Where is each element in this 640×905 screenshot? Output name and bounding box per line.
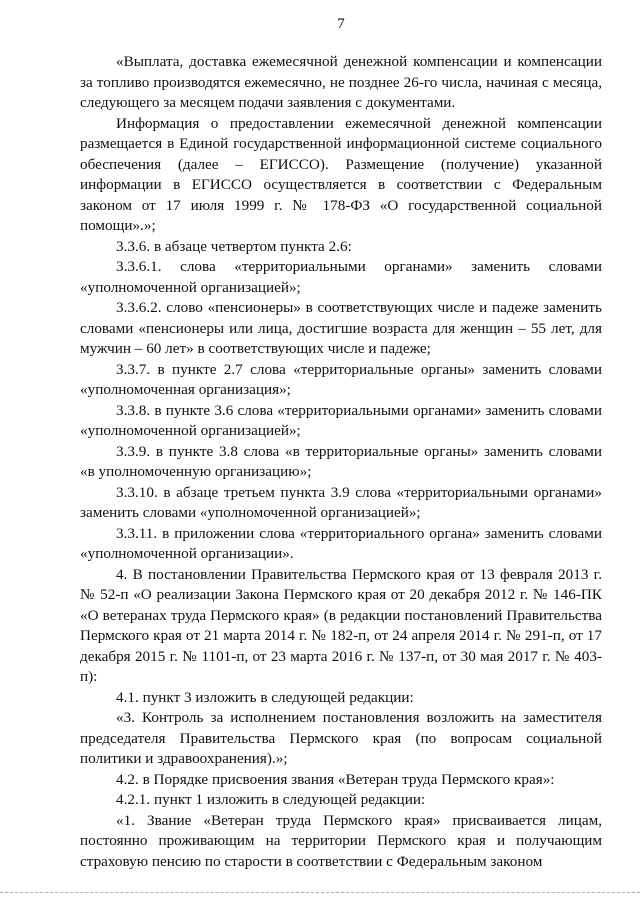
paragraph-13: «3. Контроль за исполнением постановления возложить на заместителя председателя Правительства Пермского края (по вопросам социальной политики и здравоохранения).»; [80, 709, 602, 767]
paragraph-15: 4.2.1. пункт 1 изложить в следующей редакции: [116, 791, 426, 808]
paragraph-12: 4.1. пункт 3 изложить в следующей редакции: [116, 688, 414, 706]
paragraph-10: 3.3.11. в приложении слова «территориального органа» заменить словами «уполномоченной организации». [80, 524, 602, 562]
paragraph-16: «1. Звание «Ветеран труда Пермского края» присваивается лицам, постоянно проживающим на территории Пермского края и получающим страховую пенсию по старости в соответствии с Федеральным законом [80, 811, 602, 870]
paragraph-8: 3.3.9. в пункте 3.8 слова «в территориальные органы» заменить словами «в уполномоченную организацию»; [80, 442, 602, 480]
paragraph-14: 4.2. в Порядке присвоения звания «Ветеран труда Пермского края»: [116, 770, 555, 788]
paragraph-5: 3.3.6.2. слово «пенсионеры» в соответствующих числе и падеже заменить словами «пенсионеры или лица, достигшие возраста для женщин – 55 лет, для мужчин – 60 лет» в соответствующих числе и падеже; [80, 299, 602, 357]
paragraph-6: 3.3.7. в пункте 2.7 слова «территориальные органы» заменить словами «уполномоченная организация»; [80, 360, 602, 398]
paragraph-4: 3.3.6.1. слова «территориальными органами» заменить словами «уполномоченной организацией»; [80, 258, 602, 296]
paragraph-11: 4. В постановлении Правительства Пермского края от 13 февраля 2013 г. № 52-п «О реализации Закона Пермского края от 20 декабря 2012 г. № 146-ПК «О ветеранах труда Пермского края» (в редакции постановлений Правительства Пермского края от 21 марта 2014 г. № 182-п, от 24 апреля 2014 г. № 291-п, от 17 декабря 2015 г. № 1101-п, от 23 марта 2016 г. № 137-п, от 30 мая 2017 г. № 403-п): [80, 565, 602, 685]
paragraph-7: 3.3.8. в пункте 3.6 слова «территориальными органами» заменить словами «уполномоченной организацией»; [80, 401, 602, 439]
document-body [80, 52, 602, 872]
page-number: 7 [337, 16, 345, 32]
paragraph-2: Информация о предоставлении ежемесячной денежной компенсации размещается в Единой государственной информационной системе социального обеспечения (далее – ЕГИССО). Размещение (получение) указанной информации в ЕГИССО осуществляется в соответствии с Федеральным законом от 17 июля 1999 г. № 178-ФЗ «О государственной социальной помощи».»; [80, 114, 602, 234]
paragraph-3: 3.3.6. в абзаце четвертом пункта 2.6: [116, 237, 352, 255]
paragraph-9: 3.3.10. в абзаце третьем пункта 3.9 слова «территориальными органами» заменить словами «уполномоченной организацией»; [80, 483, 602, 521]
footer-divider [0, 892, 640, 893]
paragraph-1: «Выплата, доставка ежемесячной денежной компенсации и компенсации за топливо производятся ежемесячно, не позднее 26-го числа, начиная с месяца, следующего за месяцем подачи заявления с документами. [80, 53, 602, 111]
